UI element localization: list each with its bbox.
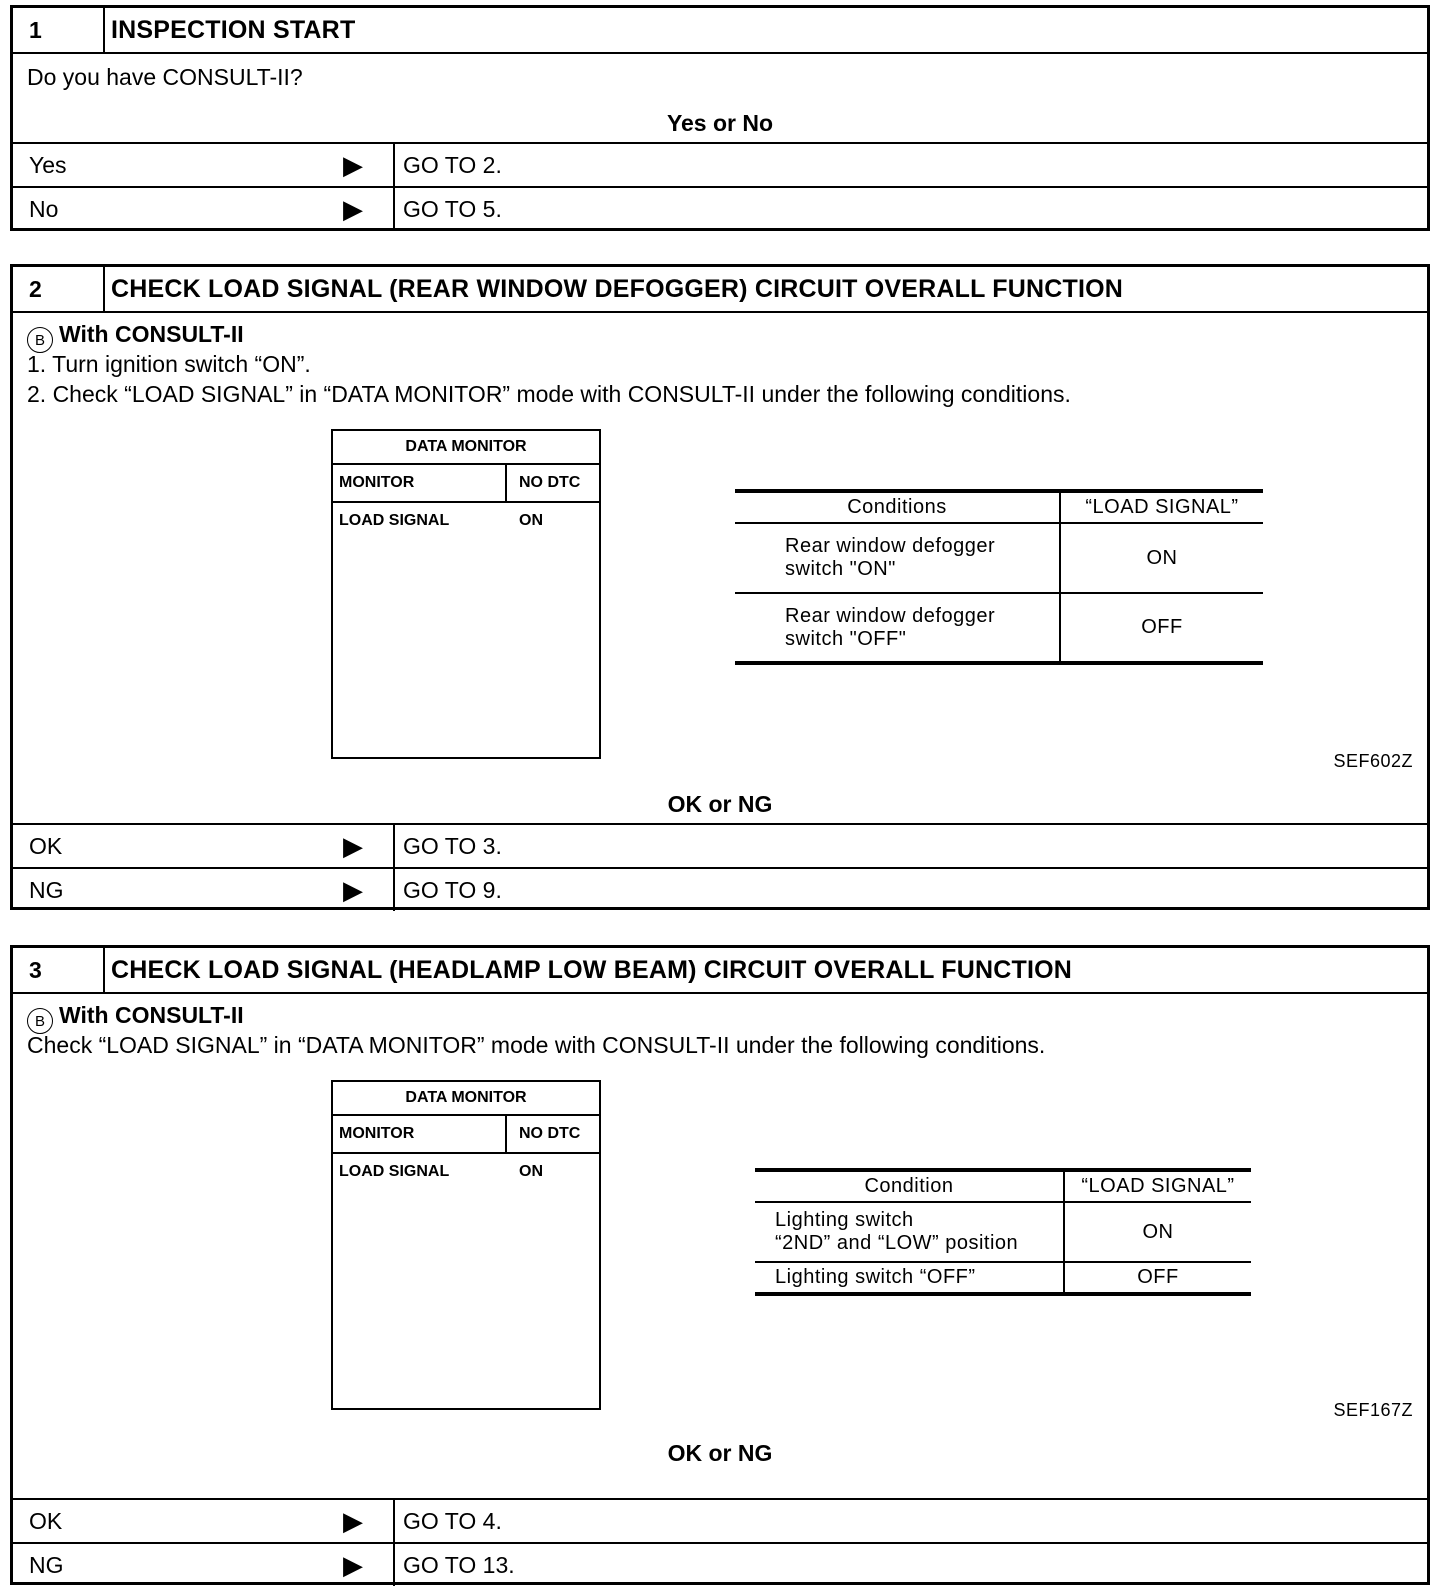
- figure-code: SEF167Z: [1333, 1400, 1413, 1420]
- step-header: [13, 8, 1427, 54]
- monitor-value: ON: [519, 1163, 543, 1180]
- condition-cell: Lighting switch “OFF”: [755, 1262, 1064, 1294]
- signal-value: OFF: [1064, 1262, 1251, 1294]
- conditions-table: [735, 489, 1263, 665]
- signal-value: OFF: [1060, 593, 1263, 663]
- step-1-block: [10, 5, 1430, 231]
- step-title: CHECK LOAD SIGNAL (HEADLAMP LOW BEAM) CIRCUIT OVERALL FUNCTION: [111, 956, 1072, 984]
- load-signal-header: “LOAD SIGNAL”: [1064, 1170, 1251, 1202]
- instruction-line: 2. Check “LOAD SIGNAL” in “DATA MONITOR” mode with CONSULT-II under the following conditions.: [27, 381, 1071, 407]
- load-signal-header: “LOAD SIGNAL”: [1060, 491, 1263, 523]
- consult-icon: B: [27, 1008, 53, 1034]
- arrow-right-icon: ▶: [343, 875, 363, 905]
- result-destination: GO TO 2.: [403, 152, 502, 178]
- monitor-column-header: MONITOR: [333, 1116, 507, 1152]
- monitor-item: LOAD SIGNAL: [339, 512, 450, 529]
- conditions-header: Conditions: [735, 491, 1060, 523]
- arrow-right-icon: ▶: [343, 194, 363, 224]
- condition-cell: Rear window defogger switch "OFF": [735, 593, 1060, 663]
- monitor-column-header: MONITOR: [333, 465, 507, 501]
- condition-cell: Rear window defogger switch "ON": [735, 523, 1060, 593]
- monitor-value: ON: [519, 512, 543, 529]
- result-prompt: OK or NG: [667, 791, 773, 817]
- data-monitor-title: DATA MONITOR: [333, 1082, 599, 1116]
- step-3-block: [10, 945, 1430, 1585]
- result-label: NG: [29, 1552, 64, 1578]
- step-number: 3: [13, 948, 105, 992]
- result-destination: GO TO 4.: [403, 1508, 502, 1534]
- result-prompt: Yes or No: [666, 110, 774, 136]
- condition-cell: Lighting switch “2ND” and “LOW” position: [755, 1202, 1064, 1262]
- signal-value: ON: [1060, 523, 1263, 593]
- step-header: [13, 267, 1427, 313]
- data-monitor-title: DATA MONITOR: [333, 431, 599, 465]
- monitor-item: LOAD SIGNAL: [339, 1163, 450, 1180]
- arrow-right-icon: ▶: [343, 150, 363, 180]
- result-label: OK: [29, 1508, 63, 1534]
- result-label: NG: [29, 877, 64, 903]
- result-destination: GO TO 13.: [403, 1552, 515, 1578]
- step-title: CHECK LOAD SIGNAL (REAR WINDOW DEFOGGER) CIRCUIT OVERALL FUNCTION: [111, 275, 1124, 303]
- result-destination: GO TO 5.: [403, 196, 502, 222]
- result-label: Yes: [29, 152, 67, 178]
- step-body: [13, 54, 1427, 142]
- consult-icon: B: [27, 327, 53, 353]
- signal-value: ON: [1064, 1202, 1251, 1262]
- instruction-line: Check “LOAD SIGNAL” in “DATA MONITOR” mode with CONSULT-II under the following conditions.: [27, 1032, 1046, 1058]
- data-monitor-screen: [331, 429, 601, 759]
- with-consult-label: B With CONSULT-II: [27, 1002, 244, 1034]
- conditions-table: [755, 1168, 1251, 1296]
- step-title: INSPECTION START: [111, 16, 356, 44]
- step-2-block: [10, 264, 1430, 910]
- dtc-column-header: NO DTC: [519, 1125, 581, 1142]
- arrow-right-icon: ▶: [343, 1506, 363, 1536]
- step-body: [13, 313, 1427, 823]
- result-row-ok: [13, 823, 1427, 867]
- data-monitor-screen: [331, 1080, 601, 1410]
- arrow-right-icon: ▶: [343, 831, 363, 861]
- step-number: 2: [13, 267, 105, 311]
- step-number: 1: [13, 8, 105, 52]
- result-destination: GO TO 3.: [403, 833, 502, 859]
- with-consult-label: B With CONSULT-II: [27, 321, 244, 353]
- result-prompt: OK or NG: [667, 1440, 773, 1466]
- figure-code: SEF602Z: [1333, 751, 1413, 771]
- result-label: OK: [29, 833, 63, 859]
- dtc-column-header: NO DTC: [519, 474, 581, 491]
- instruction-line: 1. Turn ignition switch “ON”.: [27, 351, 311, 377]
- result-row-ng: [13, 1542, 1427, 1586]
- result-row-ok: [13, 1498, 1427, 1542]
- result-label: No: [29, 196, 59, 222]
- step-question: Do you have CONSULT-II?: [27, 64, 303, 90]
- result-row-no: [13, 186, 1427, 230]
- step-header: [13, 948, 1427, 994]
- result-row-ng: [13, 867, 1427, 911]
- result-row-yes: [13, 142, 1427, 186]
- result-destination: GO TO 9.: [403, 877, 502, 903]
- step-body: [13, 994, 1427, 1498]
- arrow-right-icon: ▶: [343, 1550, 363, 1580]
- condition-header: Condition: [755, 1170, 1064, 1202]
